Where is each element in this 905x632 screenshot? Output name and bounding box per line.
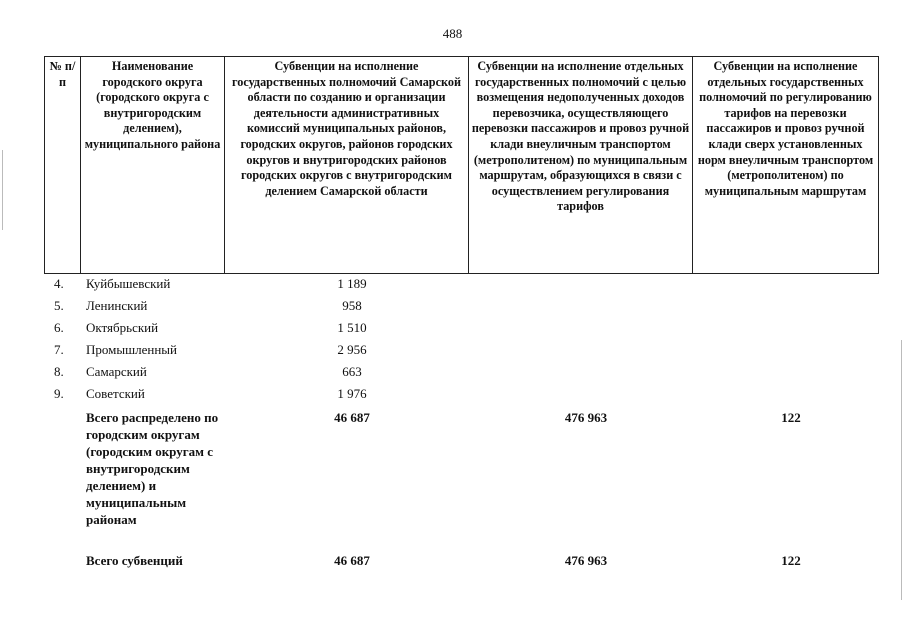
total-subventions-value-1: 46 687 bbox=[334, 553, 370, 568]
total-distributed-value-1: 46 687 bbox=[334, 410, 370, 425]
total-distributed-value-2: 476 963 bbox=[564, 410, 608, 425]
row-number: 7. bbox=[54, 342, 64, 357]
total-subventions-value-2: 476 963 bbox=[564, 553, 608, 568]
table-header bbox=[44, 56, 879, 274]
row-name: Октябрьский bbox=[86, 320, 159, 335]
header-number: № п/п bbox=[45, 57, 81, 274]
row-value: 1 976 bbox=[337, 386, 367, 401]
row-name: Самарский bbox=[86, 364, 147, 379]
total-distributed-label: Всего распределено по городским округам (городским округам с внутригородским делением) и муниципальным районам bbox=[86, 410, 219, 527]
row-value: 1 510 bbox=[337, 320, 367, 335]
header-municipality-name: Наименование городского округа (городского округа с внутригородским делением), муниципального района bbox=[81, 57, 225, 274]
row-value: 2 956 bbox=[337, 342, 367, 357]
row-value: 958 bbox=[342, 298, 362, 313]
row-value: 1 189 bbox=[337, 276, 367, 291]
total-subventions-label: Всего субвенций bbox=[86, 553, 183, 568]
row-name: Советский bbox=[86, 386, 145, 401]
row-number: 5. bbox=[54, 298, 64, 313]
header-admin-commissions-subsidy: Субвенции на исполнение государственных полномочий Самарской области по созданию и организации деятельности административных комиссий муниципальных районов, городских округов, районов городских округов и внутригородских районов городских округов с внутригородским делением Самарской области bbox=[225, 57, 469, 274]
row-name: Ленинский bbox=[86, 298, 148, 313]
row-number: 6. bbox=[54, 320, 64, 335]
scan-edge-right bbox=[901, 340, 902, 600]
header-metro-compensation-subsidy: Субвенции на исполнение отдельных государственных полномочий с целью возмещения недополученных доходов перевозчика, осуществляющего перевозки пассажиров и провоз ручной клади внеуличным транспортом (метрополитеном) по муниципальным маршрутам, образующихся в связи с осуществлением регулирования тарифов bbox=[469, 57, 693, 274]
row-number: 4. bbox=[54, 276, 64, 291]
row-name: Куйбышевский bbox=[86, 276, 171, 291]
total-subventions-value-3: 122 bbox=[781, 553, 801, 568]
row-value: 663 bbox=[342, 364, 362, 379]
header-metro-tariff-regulation-subsidy: Субвенции на исполнение отдельных государственных полномочий по регулированию тарифов на перевозки пассажиров и провоз ручной клади сверх установленных норм внеуличным транспортом (метрополитеном) по муниципальным маршрутам bbox=[693, 57, 879, 274]
total-distributed-value-3: 122 bbox=[781, 410, 801, 425]
row-name: Промышленный bbox=[86, 342, 177, 357]
row-number: 8. bbox=[54, 364, 64, 379]
scan-edge-left bbox=[2, 150, 3, 230]
page-number: 488 bbox=[442, 26, 463, 41]
row-number: 9. bbox=[54, 386, 64, 401]
